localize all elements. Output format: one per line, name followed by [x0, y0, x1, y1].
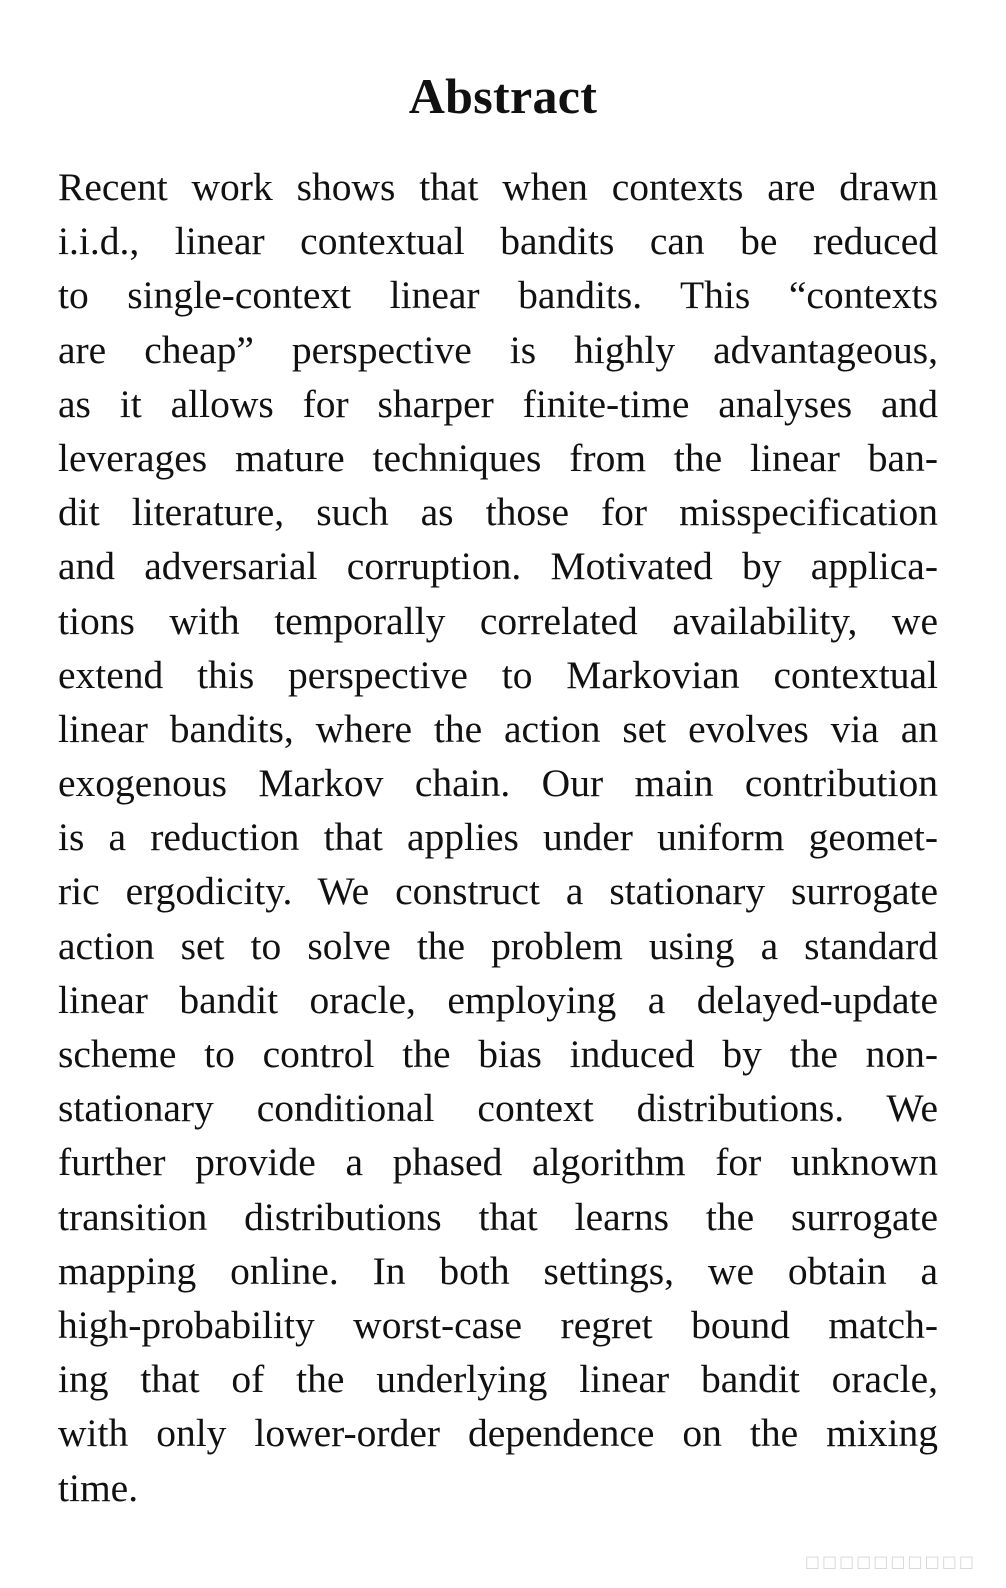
abstract-line: linear bandits, where the action set evolves via an [58, 706, 938, 751]
abstract-line: transition distributions that learns the surrogate [58, 1194, 938, 1239]
watermark: □□□□□□□□□□ [804, 1552, 976, 1571]
abstract-line: and adversarial corruption. Motivated by applica- [58, 544, 938, 589]
abstract-line: mapping online. In both settings, we obtain a [58, 1248, 938, 1293]
abstract-line: i.i.d., linear contextual bandits can be reduced [58, 219, 938, 264]
abstract-line: time. [58, 1465, 139, 1510]
abstract-line: linear bandit oracle, employing a delayed-update [58, 977, 938, 1022]
abstract-line: high-probability worst-case regret bound match- [58, 1302, 938, 1347]
abstract-line: extend this perspective to Markovian contextual [58, 652, 938, 697]
abstract-line: further provide a phased algorithm for unknown [58, 1140, 938, 1185]
abstract-line: action set to solve the problem using a standard [58, 923, 938, 968]
abstract-line: ric ergodicity. We construct a stationary surrogate [58, 869, 938, 914]
abstract-line: dit literature, such as those for misspecification [58, 490, 938, 535]
abstract-line: tions with temporally correlated availability, we [58, 598, 938, 643]
abstract-line: to single-context linear bandits. This “contexts [58, 273, 938, 318]
abstract-line: are cheap” perspective is highly advantageous, [58, 327, 938, 372]
abstract-line: as it allows for sharper finite-time analyses and [58, 381, 938, 426]
abstract-line: stationary conditional context distributions. We [58, 1086, 938, 1131]
abstract-line: leverages mature techniques from the linear ban- [58, 435, 938, 480]
abstract-line: exogenous Markov chain. Our main contribution [58, 761, 938, 806]
abstract-line: ing that of the underlying linear bandit oracle, [58, 1357, 938, 1402]
abstract-line: is a reduction that applies under uniform geomet- [58, 815, 938, 860]
abstract-body [58, 160, 938, 1515]
abstract-line: with only lower-order dependence on the mixing [58, 1411, 938, 1456]
abstract-line: scheme to control the bias induced by the non- [58, 1032, 938, 1076]
abstract-heading: Abstract [408, 68, 598, 124]
abstract-line: Recent work shows that when contexts are drawn [58, 165, 938, 209]
